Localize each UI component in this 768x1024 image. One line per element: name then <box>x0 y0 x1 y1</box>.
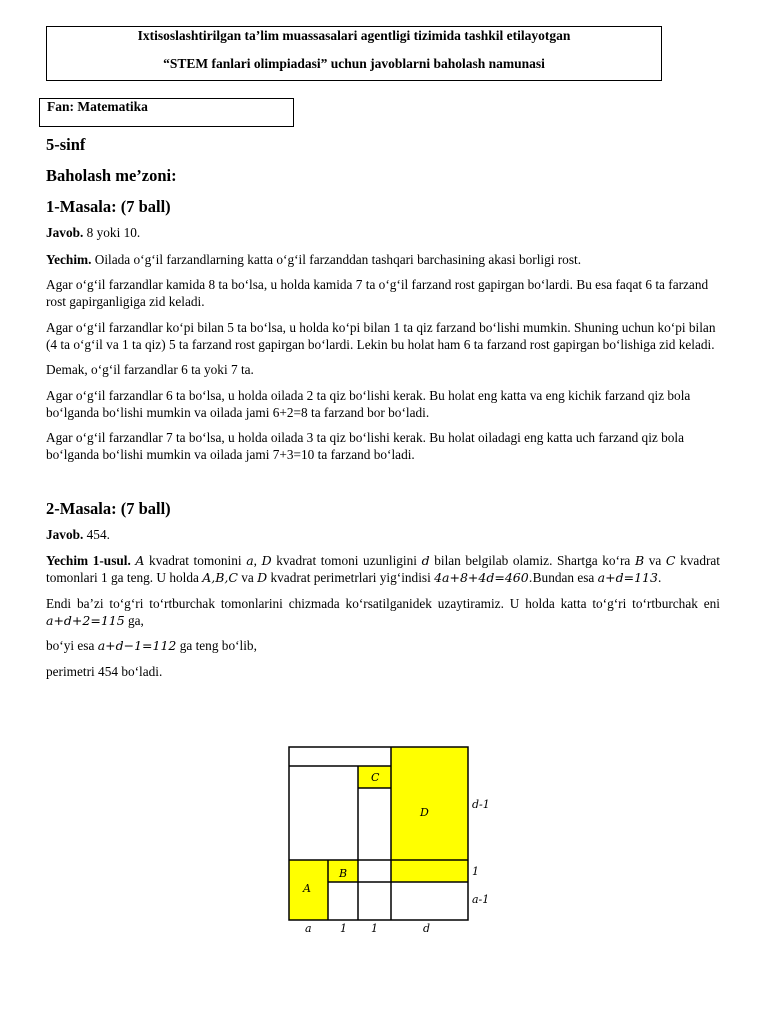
solution-text: Oilada o‘g‘il farzandlarning katta o‘g‘il farzanddan tashqari barchasining akasi borligi rost. <box>91 251 582 267</box>
paragraph: bo‘yi esa a+d−1=112 ga teng bo‘lib, <box>46 638 257 654</box>
label-a: A <box>303 882 311 895</box>
solution-label: Yechim. <box>46 251 92 267</box>
problem-1-answer <box>46 225 720 242</box>
label-d-minus-1: d-1 <box>472 798 490 811</box>
paragraph: Agar o‘g‘il farzandlar 6 ta bo‘lsa, u holda oilada 2 ta qiz bo‘lishi kerak. Bu holat eng katta va eng kichik farzand qiz bola bo‘lganda bo‘lishi mumkin va oilada jami 6+2=8 ta farzand bor bo‘ladi. <box>46 387 691 420</box>
label-one-bottom: 1 <box>371 922 378 935</box>
answer-label: Javob. <box>46 526 84 542</box>
label-b: B <box>339 867 348 880</box>
paragraph: Endi ba’zi to‘g‘ri to‘rtburchak tomonlarini chizmada ko‘rsatilganidek uzaytiramiz. U holda katta to‘g‘ri to‘rtburchak eni a+d+2=115 ga, <box>46 595 720 628</box>
label-a-minus-1: a-1 <box>472 893 490 906</box>
label-d: D <box>420 806 429 819</box>
criteria-heading: Baholash me’zoni: <box>46 166 177 185</box>
label-c: C <box>371 771 380 784</box>
paragraph: Agar o‘g‘il farzandlar kamida 8 ta bo‘lsa, u holda kamida 7 ta o‘g‘il farzand rost gapirgan bo‘lardi. Bu esa faqat 6 ta farzand rost gapirganligiga zid keladi. <box>46 277 709 310</box>
grade-heading: 5-sinf <box>46 135 86 154</box>
square-d-fill <box>391 747 468 882</box>
paragraph: Demak, o‘g‘il farzandlar 6 ta yoki 7 ta. <box>46 362 254 378</box>
problem-1-heading: 1-Masala: (7 ball) <box>46 197 171 216</box>
header-box <box>46 26 662 81</box>
problem-1-solution <box>46 252 720 269</box>
problem-2-answer <box>46 527 720 544</box>
problem-2-solution: Yechim 1-usul. A kvadrat tomonini a, D kvadrat tomoni uzunligini d bilan belgilab olamiz. Shartga ko‘ra B va C kvadrat tomonlari 1 ga teng. U holda A,B,C va D kvadrat perimetrlari yig‘indisi 4a+8+4d=460.Bundan esa a+d=113. <box>46 553 720 586</box>
rectangle-diagram <box>286 738 496 938</box>
answer-text: 8 yoki 10. <box>83 225 141 240</box>
answer-text: 454. <box>83 526 110 542</box>
header-line-2: “STEM fanlari olimpiadasi” uchun javoblarni baholash namunasi <box>163 56 545 71</box>
answer-label: Javob. <box>46 225 84 240</box>
label-d-bottom: d <box>423 922 431 935</box>
paragraph: perimetri 454 bo‘ladi. <box>46 663 163 679</box>
label-one-bottom: 1 <box>340 922 347 935</box>
subject-box: Fan: Matematika <box>39 98 294 127</box>
document-body <box>46 134 720 681</box>
label-a-bottom: a <box>305 922 312 935</box>
label-one-right: 1 <box>472 865 479 878</box>
paragraph: Agar o‘g‘il farzandlar ko‘pi bilan 5 ta bo‘lsa, u holda ko‘pi bilan 1 ta qiz farzand bo‘lishi mumkin. Shuning uchun ko‘pi bilan (4 ta o‘g‘il va 1 ta qiz) 5 ta farzand rost gapirgan bo‘lardi. Lekin bu holat ham 6 ta farzand rost gapirgan bo‘lishiga zid keladi. <box>46 319 716 352</box>
header-line-1: Ixtisoslashtirilgan ta’lim muassasalari agentligi tizimida tashkil etilayotgan <box>137 28 571 43</box>
problem-2-heading: 2-Masala: (7 ball) <box>46 498 171 518</box>
paragraph: Agar o‘g‘il farzandlar 7 ta bo‘lsa, u holda oilada 3 ta qiz bo‘lishi kerak. Bu holat oiladagi eng katta uch farzand qiz bola bo‘lganda bo‘lishi mumkin va oilada jami 7+3=10 ta farzand bo‘ladi. <box>46 430 685 463</box>
